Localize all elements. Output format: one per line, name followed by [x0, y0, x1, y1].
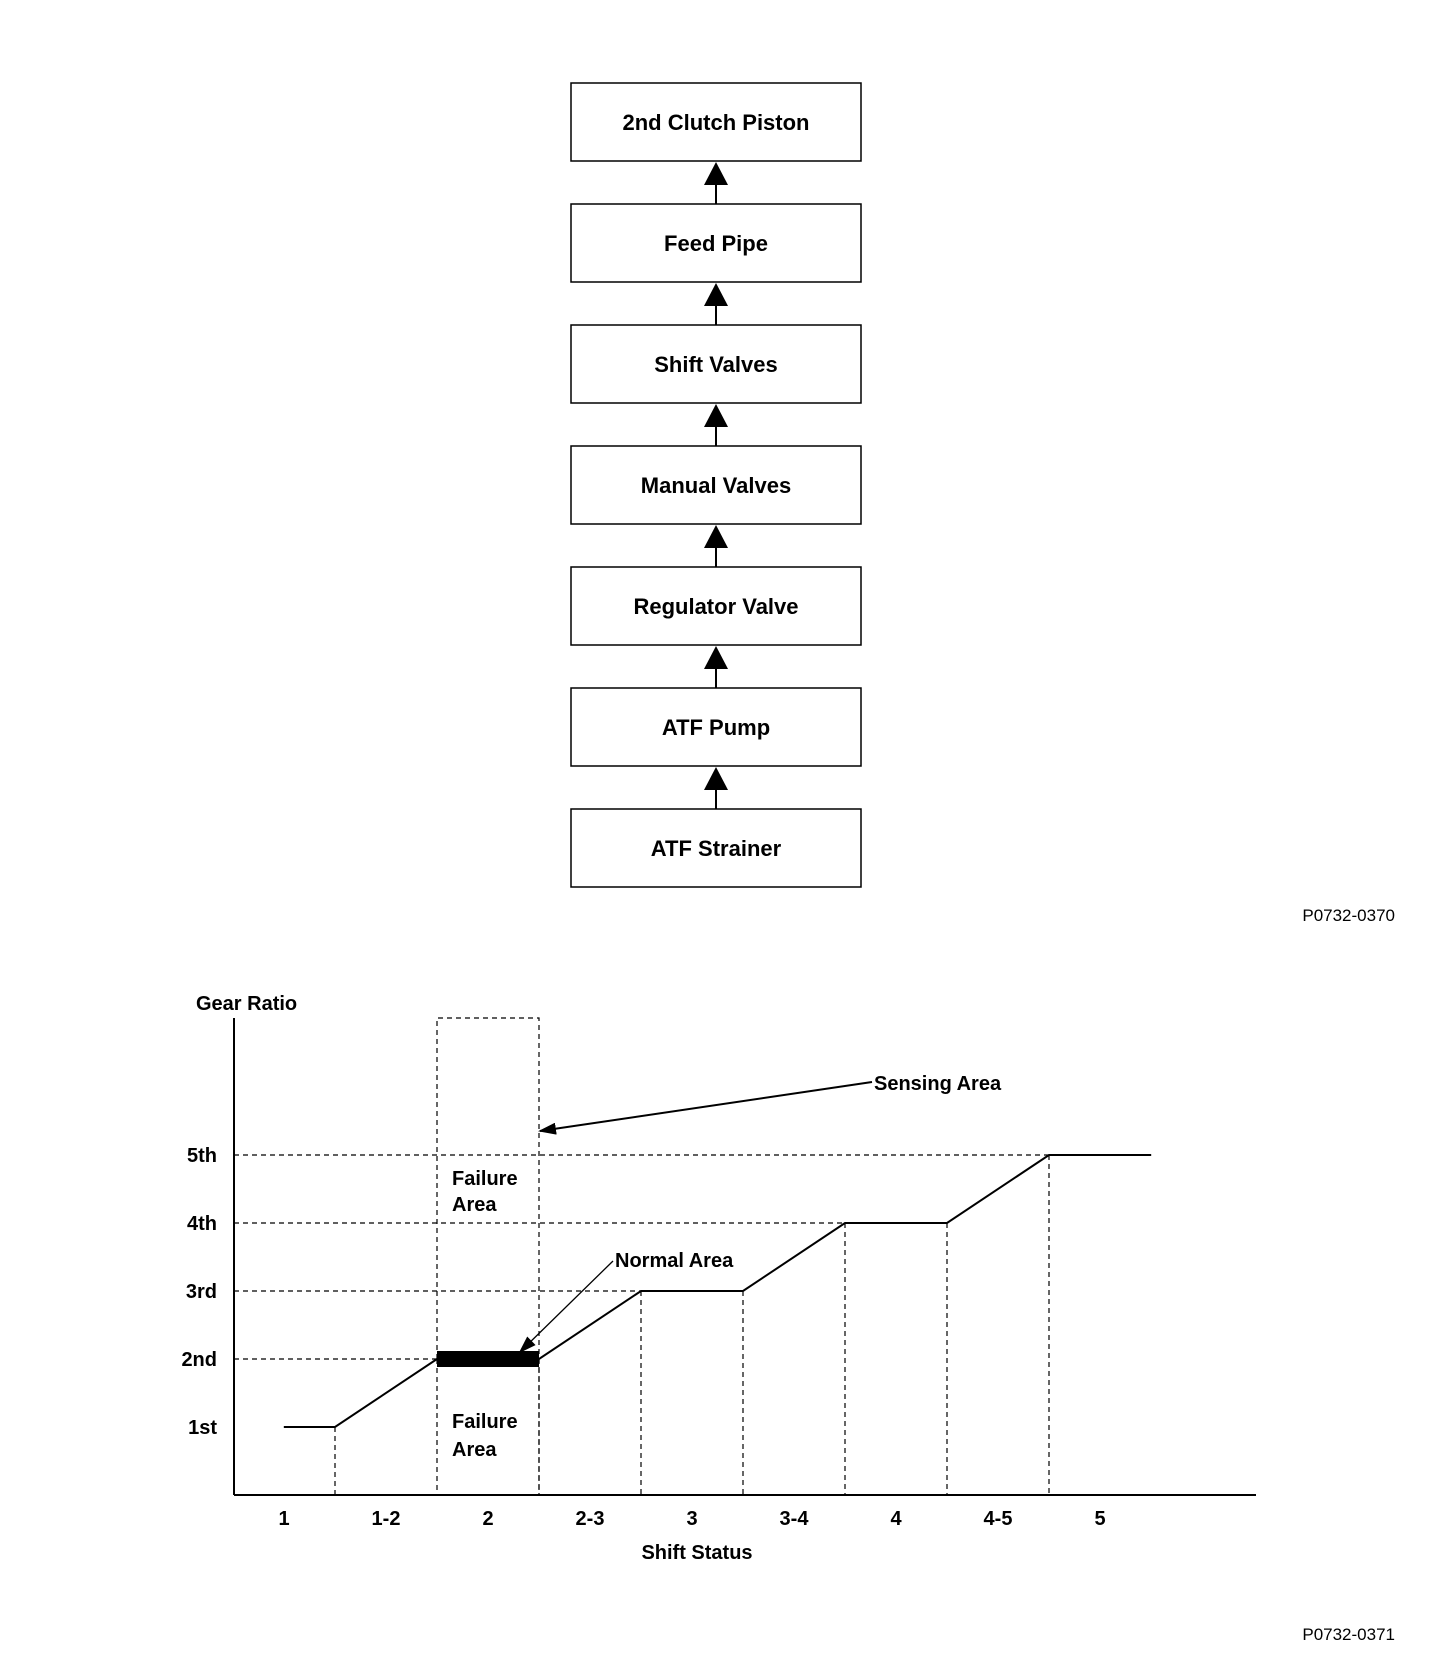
flow-box-label: ATF Strainer [650, 836, 782, 861]
flow-box-label: Manual Valves [640, 473, 792, 498]
sensing-area-arrow [540, 1082, 872, 1131]
normal-area-arrow [520, 1261, 613, 1352]
x-tick-2-3: 2-3 [575, 1508, 605, 1530]
flow-figure-code: P0732-0370 [1302, 906, 1395, 925]
failure-area-top-line1: Failure [452, 1168, 518, 1190]
flow-box-label: Shift Valves [654, 352, 778, 377]
x-tick-3: 3 [686, 1508, 698, 1530]
gear-ratio-point-0 [284, 1427, 285, 1428]
flow-box-label: 2nd Clutch Piston [622, 110, 810, 135]
y-axis-label: Gear Ratio [196, 993, 298, 1015]
x-axis-label: Shift Status [641, 1542, 753, 1564]
y-tick-5th: 5th [187, 1145, 217, 1167]
flow-arrow [704, 283, 728, 325]
flow-box-label: Feed Pipe [664, 231, 768, 256]
failure-area-bottom-line1: Failure [452, 1411, 518, 1433]
x-tick-4-5: 4-5 [983, 1508, 1013, 1530]
gear-ratio-point-8 [1049, 1155, 1050, 1156]
failure-area-top-line2: Area [452, 1194, 497, 1216]
gear-ratio-point-4 [641, 1291, 642, 1292]
gear-ratio-point-3 [539, 1359, 540, 1360]
flow-arrow [704, 525, 728, 567]
flow-box-atf-pump [571, 688, 861, 766]
gear-ratio-point-2 [437, 1359, 438, 1360]
flow-box-regulator-valve [571, 567, 861, 645]
normal-area-label: Normal Area [615, 1250, 734, 1272]
x-tick-5: 5 [1094, 1508, 1106, 1530]
y-tick-2nd: 2nd [181, 1349, 217, 1371]
flow-arrow [704, 162, 728, 204]
x-tick-4: 4 [890, 1508, 902, 1530]
flow-box-shift-valves [571, 325, 861, 403]
flow-box-atf-strainer [571, 809, 861, 887]
flow-box-feed-pipe [571, 204, 861, 282]
gear-ratio-point-6 [845, 1223, 846, 1224]
flow-box-manual-valves [571, 446, 861, 524]
x-tick-1: 1 [278, 1508, 290, 1530]
flow-box-label: ATF Pump [661, 715, 771, 740]
y-tick-4th: 4th [187, 1213, 217, 1235]
flow-box-2nd-clutch-piston [571, 83, 861, 161]
y-tick-3rd: 3rd [185, 1281, 217, 1303]
flow-box-label: Regulator Valve [633, 594, 799, 619]
sensing-area-label: Sensing Area [874, 1073, 1002, 1095]
x-tick-2: 2 [482, 1508, 494, 1530]
y-tick-1st: 1st [188, 1417, 217, 1439]
x-tick-1-2: 1-2 [371, 1508, 401, 1530]
flow-arrow [704, 646, 728, 688]
gear-ratio-point-5 [743, 1291, 744, 1292]
failure-area-bottom-line2: Area [452, 1439, 497, 1461]
gear-ratio-point-7 [947, 1223, 948, 1224]
gear-ratio-point-9 [1151, 1155, 1152, 1156]
flow-arrow [704, 767, 728, 809]
x-tick-3-4: 3-4 [779, 1508, 809, 1530]
sensing-area-box [437, 1018, 539, 1495]
flow-arrow [704, 404, 728, 446]
gear-ratio-point-1 [335, 1427, 336, 1428]
normal-area-bar [437, 1351, 539, 1367]
chart-figure-code: P0732-0371 [1302, 1625, 1395, 1644]
gear-ratio-line [284, 1155, 1151, 1427]
